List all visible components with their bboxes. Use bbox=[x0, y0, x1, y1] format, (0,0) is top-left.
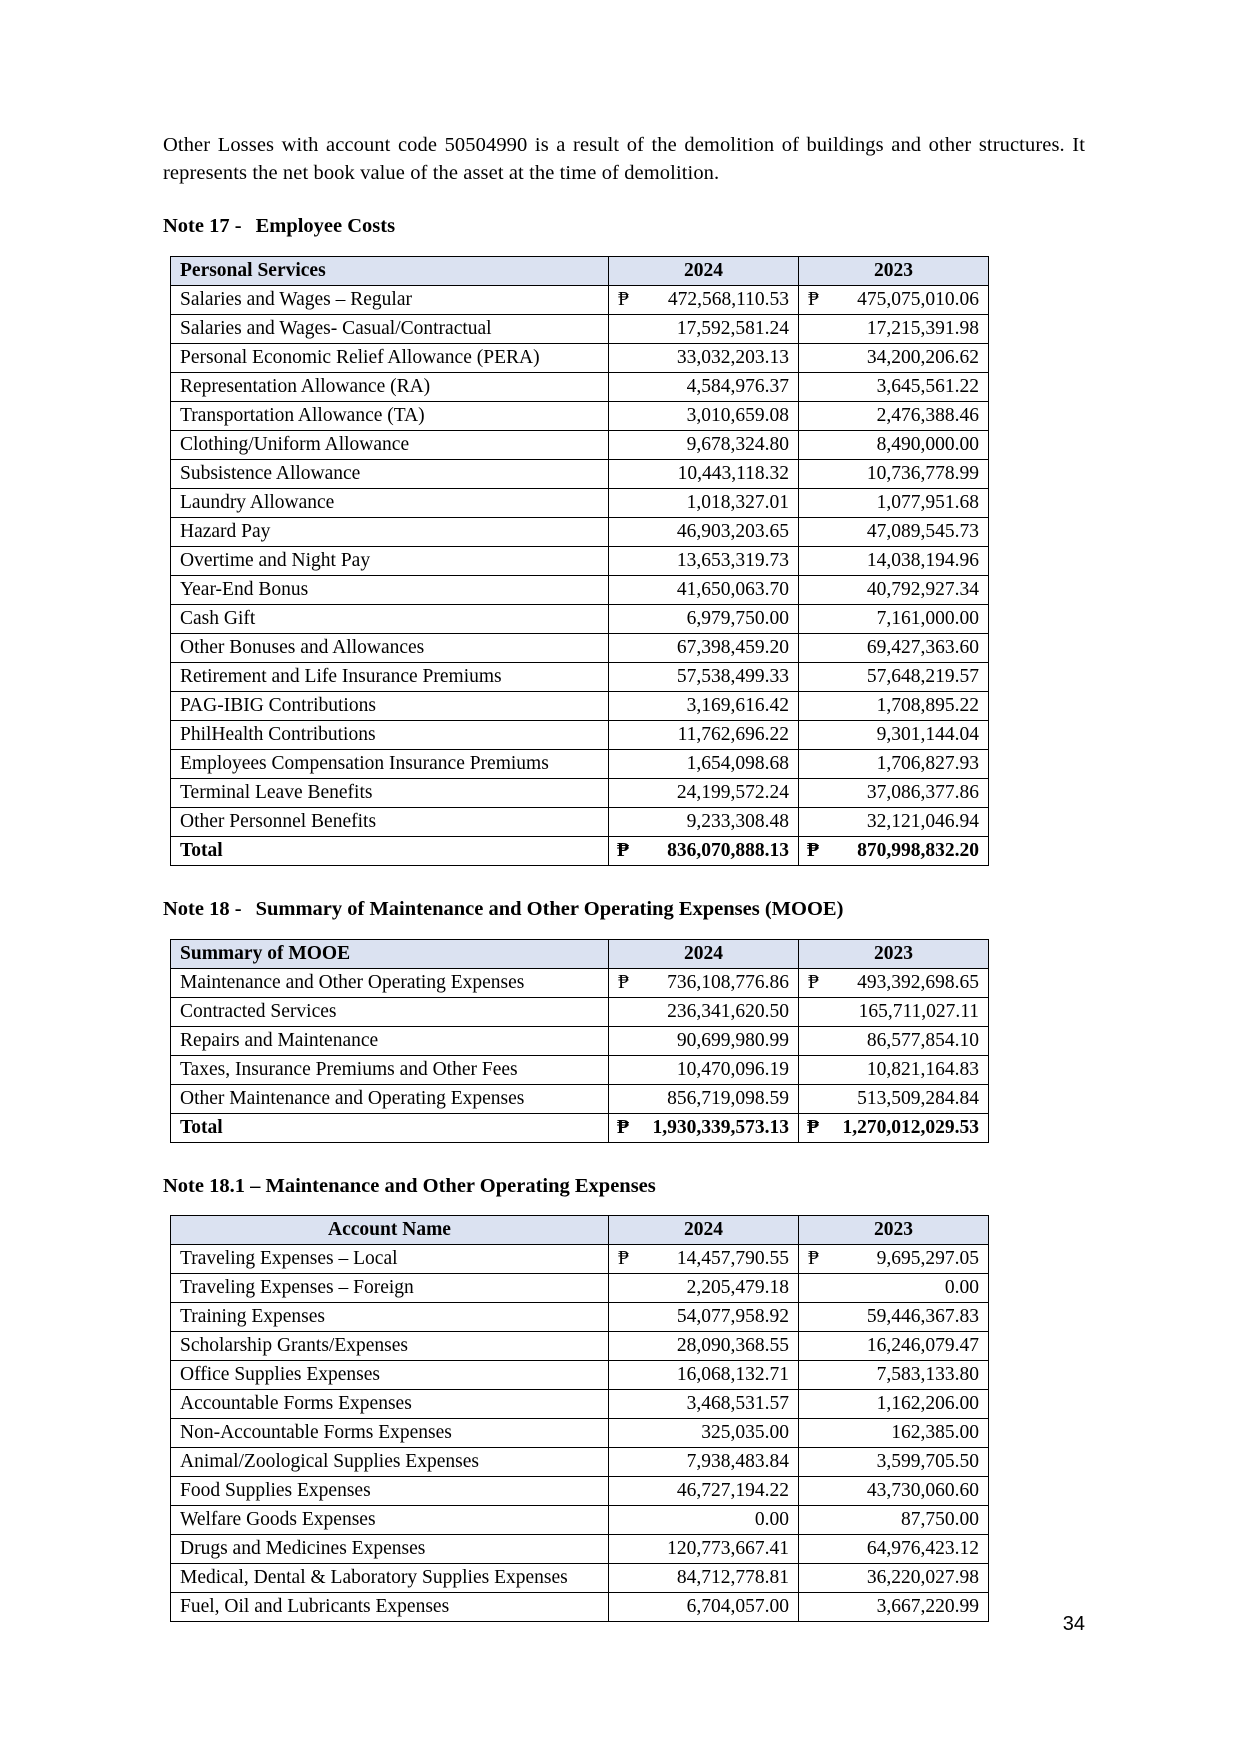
table-cell-label: PhilHealth Contributions bbox=[171, 720, 609, 749]
peso-sign: ₱ bbox=[808, 288, 819, 310]
table-cell-amount: ₱ 736,108,776.86 bbox=[609, 968, 799, 997]
table-row bbox=[171, 459, 989, 488]
table-cell-amount: 10,470,096.19 bbox=[609, 1055, 799, 1084]
table-cell-amount: ₱ 9,695,297.05 bbox=[799, 1245, 989, 1274]
table-cell-amount: 13,653,319.73 bbox=[609, 546, 799, 575]
table-cell-amount: 0.00 bbox=[799, 1274, 989, 1303]
table-row bbox=[171, 1419, 989, 1448]
mooe-detail-table bbox=[170, 1215, 989, 1622]
table-cell-amount: 17,592,581.24 bbox=[609, 314, 799, 343]
table-cell-amount: 69,427,363.60 bbox=[799, 633, 989, 662]
table-cell-label: Laundry Allowance bbox=[171, 488, 609, 517]
table-header-row bbox=[171, 939, 989, 968]
table-cell-label: Fuel, Oil and Lubricants Expenses bbox=[171, 1593, 609, 1622]
table-cell-amount: 1,018,327.01 bbox=[609, 488, 799, 517]
table-cell-amount: 87,750.00 bbox=[799, 1506, 989, 1535]
table-row bbox=[171, 575, 989, 604]
table-row bbox=[171, 430, 989, 459]
table-cell-amount: 0.00 bbox=[609, 1506, 799, 1535]
note-17-label: Note 17 - bbox=[163, 215, 242, 238]
table-cell-amount: 8,490,000.00 bbox=[799, 430, 989, 459]
table-cell-amount: 7,161,000.00 bbox=[799, 604, 989, 633]
column-header-2023: 2023 bbox=[799, 1216, 989, 1245]
table-cell-label: Employees Compensation Insurance Premiums bbox=[171, 749, 609, 778]
table-cell-amount: 162,385.00 bbox=[799, 1419, 989, 1448]
table-cell-label: Food Supplies Expenses bbox=[171, 1477, 609, 1506]
intro-paragraph: Other Losses with account code 50504990 is a result of the demolition of buildings and other structures. It represents the net book value of the asset at the time of demolition. bbox=[163, 134, 1085, 184]
table-cell-label: Other Maintenance and Operating Expenses bbox=[171, 1084, 609, 1113]
table-row bbox=[171, 749, 989, 778]
table-cell-amount: 7,938,483.84 bbox=[609, 1448, 799, 1477]
table-cell-amount: 1,654,098.68 bbox=[609, 749, 799, 778]
table-cell-amount: 2,205,479.18 bbox=[609, 1274, 799, 1303]
table-cell-amount: 3,667,220.99 bbox=[799, 1593, 989, 1622]
table-cell-label: Maintenance and Other Operating Expenses bbox=[171, 968, 609, 997]
table-cell-amount: ₱ 14,457,790.55 bbox=[609, 1245, 799, 1274]
table-cell-amount: 32,121,046.94 bbox=[799, 807, 989, 836]
table-row bbox=[171, 517, 989, 546]
table-cell-label: Salaries and Wages- Casual/Contractual bbox=[171, 314, 609, 343]
table-cell-amount: 2,476,388.46 bbox=[799, 401, 989, 430]
table-cell-label: Clothing/Uniform Allowance bbox=[171, 430, 609, 459]
note-17-title: Employee Costs bbox=[255, 215, 396, 238]
table-cell-amount: 9,678,324.80 bbox=[609, 430, 799, 459]
table-row bbox=[171, 691, 989, 720]
table-cell-label: Training Expenses bbox=[171, 1303, 609, 1332]
table-cell-amount: 120,773,667.41 bbox=[609, 1535, 799, 1564]
table-cell-amount: 37,086,377.86 bbox=[799, 778, 989, 807]
table-row bbox=[171, 662, 989, 691]
table-cell-label: Non-Accountable Forms Expenses bbox=[171, 1419, 609, 1448]
table-cell-amount: 16,246,079.47 bbox=[799, 1332, 989, 1361]
employee-costs-table bbox=[170, 256, 989, 866]
table-cell-label: Traveling Expenses – Local bbox=[171, 1245, 609, 1274]
peso-sign: ₱ bbox=[807, 839, 819, 861]
table-cell-amount: 64,976,423.12 bbox=[799, 1535, 989, 1564]
peso-sign: ₱ bbox=[618, 288, 629, 310]
table-row bbox=[171, 1448, 989, 1477]
table-row bbox=[171, 604, 989, 633]
table-cell-amount: 41,650,063.70 bbox=[609, 575, 799, 604]
table-header-row bbox=[171, 256, 989, 285]
table-cell-amount: 3,645,561.22 bbox=[799, 372, 989, 401]
mooe-detail-body bbox=[171, 1245, 989, 1622]
table-row bbox=[171, 1390, 989, 1419]
table-cell-label: Scholarship Grants/Expenses bbox=[171, 1332, 609, 1361]
table-cell-amount: 59,446,367.83 bbox=[799, 1303, 989, 1332]
table-row bbox=[171, 1477, 989, 1506]
table-cell-amount: 40,792,927.34 bbox=[799, 575, 989, 604]
table-cell-label: Cash Gift bbox=[171, 604, 609, 633]
peso-sign: ₱ bbox=[808, 1248, 819, 1270]
table-row bbox=[171, 372, 989, 401]
peso-sign: ₱ bbox=[618, 971, 629, 993]
table-cell-label: Overtime and Night Pay bbox=[171, 546, 609, 575]
table-row bbox=[171, 1564, 989, 1593]
table-cell-amount: 24,199,572.24 bbox=[609, 778, 799, 807]
table-cell-amount: 47,089,545.73 bbox=[799, 517, 989, 546]
note-18-label: Note 18 - bbox=[163, 897, 242, 920]
table-row bbox=[171, 1055, 989, 1084]
table-cell-amount: 10,821,164.83 bbox=[799, 1055, 989, 1084]
table-cell-amount: 3,599,705.50 bbox=[799, 1448, 989, 1477]
table-cell-amount: 84,712,778.81 bbox=[609, 1564, 799, 1593]
table-cell-amount: ₱ 472,568,110.53 bbox=[609, 285, 799, 314]
table-cell-amount: 17,215,391.98 bbox=[799, 314, 989, 343]
table-cell-amount: 3,468,531.57 bbox=[609, 1390, 799, 1419]
table-cell-amount: 165,711,027.11 bbox=[799, 997, 989, 1026]
table-cell-label: Terminal Leave Benefits bbox=[171, 778, 609, 807]
table-cell-amount: 1,706,827.93 bbox=[799, 749, 989, 778]
table-cell-label: Repairs and Maintenance bbox=[171, 1026, 609, 1055]
table-row bbox=[171, 1026, 989, 1055]
table-cell-amount: 6,704,057.00 bbox=[609, 1593, 799, 1622]
table-cell-amount: 57,538,499.33 bbox=[609, 662, 799, 691]
note-18-title: Summary of Maintenance and Other Operating Expenses (MOOE) bbox=[255, 897, 844, 920]
table-total-row bbox=[171, 1113, 989, 1142]
note-17-heading bbox=[163, 213, 1085, 240]
peso-sign: ₱ bbox=[617, 839, 629, 861]
table-cell-label: Other Bonuses and Allowances bbox=[171, 633, 609, 662]
table-row bbox=[171, 285, 989, 314]
table-cell-label: Medical, Dental & Laboratory Supplies Expenses bbox=[171, 1564, 609, 1593]
table-cell-amount: 90,699,980.99 bbox=[609, 1026, 799, 1055]
note-18-1-heading: Note 18.1 – Maintenance and Other Operating Expenses bbox=[163, 1174, 656, 1197]
table-row bbox=[171, 997, 989, 1026]
table-row bbox=[171, 401, 989, 430]
table-row bbox=[171, 1361, 989, 1390]
table-cell-label: Accountable Forms Expenses bbox=[171, 1390, 609, 1419]
page-number: 34 bbox=[1062, 1613, 1085, 1635]
table-cell-amount: 43,730,060.60 bbox=[799, 1477, 989, 1506]
table-cell-label: Representation Allowance (RA) bbox=[171, 372, 609, 401]
table-row bbox=[171, 1245, 989, 1274]
peso-sign: ₱ bbox=[808, 971, 819, 993]
table-cell-amount: 10,736,778.99 bbox=[799, 459, 989, 488]
table-cell-amount: 236,341,620.50 bbox=[609, 997, 799, 1026]
table-cell-amount: 3,169,616.42 bbox=[609, 691, 799, 720]
table-row bbox=[171, 1332, 989, 1361]
table-cell-amount: 9,233,308.48 bbox=[609, 807, 799, 836]
table-row bbox=[171, 314, 989, 343]
table-cell-label: Welfare Goods Expenses bbox=[171, 1506, 609, 1535]
table-cell-amount: 1,162,206.00 bbox=[799, 1390, 989, 1419]
table-row bbox=[171, 1535, 989, 1564]
table-cell-amount: 54,077,958.92 bbox=[609, 1303, 799, 1332]
table-cell-amount: 28,090,368.55 bbox=[609, 1332, 799, 1361]
note-18-heading bbox=[163, 896, 1085, 923]
table-cell-amount: 513,509,284.84 bbox=[799, 1084, 989, 1113]
table-cell-label: PAG-IBIG Contributions bbox=[171, 691, 609, 720]
table-cell-label: Subsistence Allowance bbox=[171, 459, 609, 488]
table-cell-amount: 9,301,144.04 bbox=[799, 720, 989, 749]
table-cell-amount: 1,708,895.22 bbox=[799, 691, 989, 720]
table-cell-label: Taxes, Insurance Premiums and Other Fees bbox=[171, 1055, 609, 1084]
column-header-2024: 2024 bbox=[609, 939, 799, 968]
table-cell-amount: 46,727,194.22 bbox=[609, 1477, 799, 1506]
table-row bbox=[171, 1303, 989, 1332]
table-cell-label: Transportation Allowance (TA) bbox=[171, 401, 609, 430]
column-header-2024: 2024 bbox=[609, 256, 799, 285]
table-cell-label: Hazard Pay bbox=[171, 517, 609, 546]
table-row bbox=[171, 546, 989, 575]
table-cell-amount: ₱ 870,998,832.20 bbox=[799, 836, 989, 865]
table-cell-amount: ₱ 836,070,888.13 bbox=[609, 836, 799, 865]
column-header-name: Account Name bbox=[171, 1216, 609, 1245]
mooe-summary-body bbox=[171, 968, 989, 1142]
table-row bbox=[171, 1506, 989, 1535]
table-cell-amount: 6,979,750.00 bbox=[609, 604, 799, 633]
table-row bbox=[171, 807, 989, 836]
table-cell-amount: 11,762,696.22 bbox=[609, 720, 799, 749]
mooe-summary-table bbox=[170, 939, 989, 1143]
column-header-2024: 2024 bbox=[609, 1216, 799, 1245]
column-header-name: Personal Services bbox=[171, 256, 609, 285]
table-cell-label: Year-End Bonus bbox=[171, 575, 609, 604]
peso-sign: ₱ bbox=[617, 1116, 629, 1138]
table-cell-amount: 34,200,206.62 bbox=[799, 343, 989, 372]
table-header-row bbox=[171, 1216, 989, 1245]
table-cell-amount: 86,577,854.10 bbox=[799, 1026, 989, 1055]
table-cell-amount: ₱ 1,270,012,029.53 bbox=[799, 1113, 989, 1142]
table-cell-label: Contracted Services bbox=[171, 997, 609, 1026]
table-cell-amount: 7,583,133.80 bbox=[799, 1361, 989, 1390]
table-cell-amount: 14,038,194.96 bbox=[799, 546, 989, 575]
table-cell-amount: ₱ 493,392,698.65 bbox=[799, 968, 989, 997]
table-cell-label: Total bbox=[171, 1113, 609, 1142]
table-cell-label: Other Personnel Benefits bbox=[171, 807, 609, 836]
table-cell-amount: 67,398,459.20 bbox=[609, 633, 799, 662]
table-cell-amount: 57,648,219.57 bbox=[799, 662, 989, 691]
table-row bbox=[171, 720, 989, 749]
table-cell-label: Total bbox=[171, 836, 609, 865]
table-cell-amount: ₱ 475,075,010.06 bbox=[799, 285, 989, 314]
table-cell-amount: 4,584,976.37 bbox=[609, 372, 799, 401]
table-cell-amount: 3,010,659.08 bbox=[609, 401, 799, 430]
table-cell-label: Retirement and Life Insurance Premiums bbox=[171, 662, 609, 691]
table-row bbox=[171, 343, 989, 372]
table-cell-label: Drugs and Medicines Expenses bbox=[171, 1535, 609, 1564]
table-row bbox=[171, 968, 989, 997]
table-cell-amount: 16,068,132.71 bbox=[609, 1361, 799, 1390]
peso-sign: ₱ bbox=[807, 1116, 819, 1138]
table-row bbox=[171, 488, 989, 517]
employee-costs-body bbox=[171, 285, 989, 865]
table-cell-amount: 325,035.00 bbox=[609, 1419, 799, 1448]
table-row bbox=[171, 778, 989, 807]
table-cell-amount: 1,077,951.68 bbox=[799, 488, 989, 517]
table-row bbox=[171, 1593, 989, 1622]
table-cell-label: Personal Economic Relief Allowance (PERA) bbox=[171, 343, 609, 372]
table-cell-amount: 10,443,118.32 bbox=[609, 459, 799, 488]
table-total-row bbox=[171, 836, 989, 865]
table-cell-label: Salaries and Wages – Regular bbox=[171, 285, 609, 314]
column-header-2023: 2023 bbox=[799, 256, 989, 285]
column-header-name: Summary of MOOE bbox=[171, 939, 609, 968]
table-cell-amount: 856,719,098.59 bbox=[609, 1084, 799, 1113]
table-cell-label: Traveling Expenses – Foreign bbox=[171, 1274, 609, 1303]
table-cell-amount: 33,032,203.13 bbox=[609, 343, 799, 372]
table-row bbox=[171, 633, 989, 662]
peso-sign: ₱ bbox=[618, 1248, 629, 1270]
table-row bbox=[171, 1274, 989, 1303]
table-cell-amount: 36,220,027.98 bbox=[799, 1564, 989, 1593]
table-cell-label: Animal/Zoological Supplies Expenses bbox=[171, 1448, 609, 1477]
table-row bbox=[171, 1084, 989, 1113]
table-cell-label: Office Supplies Expenses bbox=[171, 1361, 609, 1390]
table-cell-amount: ₱ 1,930,339,573.13 bbox=[609, 1113, 799, 1142]
table-cell-amount: 46,903,203.65 bbox=[609, 517, 799, 546]
column-header-2023: 2023 bbox=[799, 939, 989, 968]
